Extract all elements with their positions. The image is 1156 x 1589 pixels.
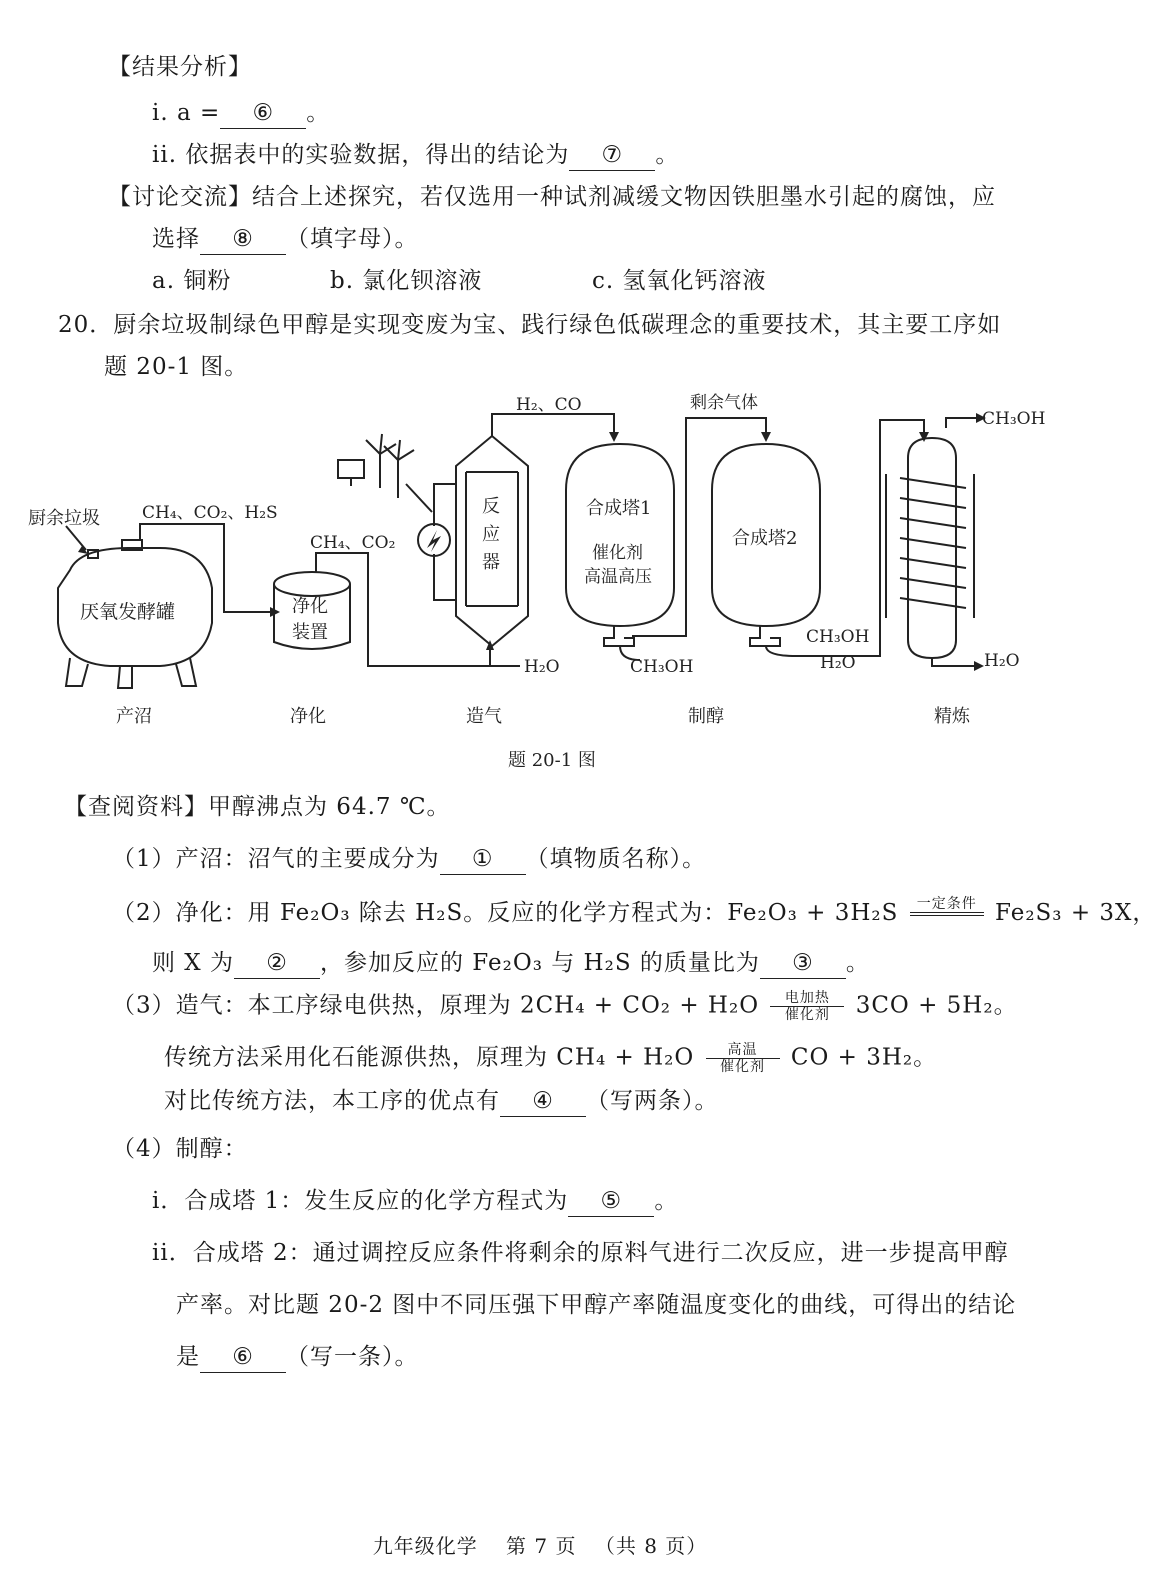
reaction-condition-3b — [706, 1042, 780, 1075]
discussion-prefix: 选择 — [152, 226, 200, 252]
question-20-line-1: 20．厨余垃圾制绿色甲醇是实现变废为宝、践行绿色低碳理念的重要技术，其主要工序如 — [58, 312, 1002, 338]
part-4-i-line — [152, 1186, 678, 1217]
part-2-line2-prefix: 则 X 为 — [152, 950, 234, 976]
question-20-line-2: 题 20-1 图。 — [104, 354, 249, 380]
label-tower1-conditions: 高温高压 — [584, 567, 652, 587]
label-h2o-in: H₂O — [524, 657, 560, 677]
part-3-line-1 — [112, 990, 1018, 1023]
label-tower1-name: 合成塔1 — [586, 498, 652, 519]
discussion-line-1: 【讨论交流】结合上述探究，若仅选用一种试剂减缓文物因铁胆墨水引起的腐蚀，应 — [108, 184, 996, 210]
part-4-ii-line-1: ii．合成塔 2：通过调控反应条件将剩余的原料气进行二次反应，进一步提高甲醇 — [152, 1240, 1009, 1266]
result-i-prefix: i. a = — [152, 100, 221, 126]
reaction-condition — [910, 896, 984, 932]
purifier-device — [274, 572, 350, 596]
stage-label-3: 造气 — [466, 706, 502, 727]
condition-top: 电加热 — [784, 990, 830, 1006]
reference-line: 【查阅资料】甲醇沸点为 64.7 ℃。 — [64, 794, 451, 820]
discussion-line-2 — [152, 224, 419, 255]
label-gas-mix-2: CH₄、CO₂ — [310, 533, 396, 553]
result-ii-line — [152, 140, 679, 171]
part-4-i-prefix: i．合成塔 1：发生反应的化学方程式为 — [152, 1188, 569, 1214]
part-1-line — [112, 844, 706, 875]
condition-bottom: 催化剂 — [784, 1007, 830, 1023]
part-2-products: Fe₂S₃ + 3X， — [995, 900, 1156, 926]
option-b: b. 氯化钡溶液 — [330, 268, 483, 294]
process-flow-diagram — [0, 388, 1080, 778]
part-1-prefix: （1）产沼：沼气的主要成分为 — [112, 846, 440, 872]
label-tower2-output-1: CH₃OH — [806, 627, 870, 647]
part-3-line-3 — [164, 1086, 719, 1117]
discussion-suffix: （填字母）。 — [286, 226, 419, 252]
punct: 。 — [655, 142, 680, 168]
part-2-line-1 — [112, 896, 1156, 932]
stage-label-2: 净化 — [290, 706, 326, 727]
label-purifier-2: 装置 — [292, 622, 328, 643]
label-reactor-1: 反 — [482, 496, 500, 517]
answer-blank-2[interactable]: ② — [234, 948, 320, 979]
condition-text: 一定条件 — [916, 896, 977, 912]
part-3-line-2 — [164, 1042, 937, 1075]
label-tower2-output-2: H₂O — [820, 653, 856, 673]
result-ii-prefix: ii. 依据表中的实验数据，得出的结论为 — [152, 142, 570, 168]
answer-blank-1[interactable]: ① — [440, 844, 526, 875]
part-3-line3-suffix: （写两条）。 — [586, 1088, 719, 1114]
part-2-line2-mid: ，参加反应的 Fe₂O₃ 与 H₂S 的质量比为 — [320, 950, 760, 976]
part-1-suffix: （填物质名称）。 — [525, 846, 707, 872]
answer-blank-4[interactable]: ④ — [500, 1086, 586, 1117]
part-4-i-suffix: 。 — [654, 1188, 679, 1214]
condition-top: 高温 — [727, 1042, 758, 1058]
part-4-ii-line-3 — [176, 1342, 419, 1373]
label-tower1-catalyst: 催化剂 — [592, 543, 643, 563]
label-refine-output-1: CH₃OH — [982, 409, 1046, 429]
part-3-prefix: （3）造气：本工序绿电供热，原理为 2CH₄ + CO₂ + H₂O — [112, 992, 760, 1019]
label-gas-mix-1: CH₄、CO₂、H₂S — [142, 503, 278, 523]
option-a: a. 铜粉 — [152, 268, 232, 294]
part-3-line2-prefix: 传统方法采用化石能源供热，原理为 CH₄ + H₂O — [164, 1044, 695, 1071]
stage-label-4: 制醇 — [688, 706, 724, 727]
option-c: c. 氢氧化钙溶液 — [592, 268, 767, 294]
label-refine-output-2: H₂O — [984, 651, 1020, 671]
page-footer: 九年级化学 第 7 页 （共 8 页） — [372, 1534, 708, 1558]
label-tower2-name: 合成塔2 — [732, 528, 798, 549]
punct: 。 — [306, 100, 331, 126]
part-4-ii-prefix: 是 — [176, 1344, 200, 1370]
answer-blank-6[interactable]: ⑥ — [220, 98, 306, 129]
synthesis-tower-1 — [566, 444, 674, 626]
part-3-line3-prefix: 对比传统方法，本工序的优点有 — [164, 1088, 500, 1114]
figure-caption: 题 20-1 图 — [508, 750, 596, 771]
label-food-waste: 厨余垃圾 — [28, 508, 100, 529]
part-4-ii-line-2: 产率。对比题 20-2 图中不同压强下甲醇产率随温度变化的曲线，可得出的结论 — [176, 1292, 1017, 1318]
part-2-line2-suffix: 。 — [845, 950, 870, 976]
part-2-line-2 — [152, 948, 870, 979]
answer-blank-8[interactable]: ⑧ — [200, 224, 286, 255]
stage-label-5: 精炼 — [934, 706, 970, 727]
stage-label-1: 产沼 — [116, 706, 152, 727]
label-purifier-1: 净化 — [292, 596, 328, 617]
answer-blank-7[interactable]: ⑦ — [569, 140, 655, 171]
answer-blank-3[interactable]: ③ — [760, 948, 846, 979]
part-3-products: 3CO + 5H₂。 — [855, 992, 1018, 1019]
label-tower1-output: CH₃OH — [630, 657, 694, 677]
part-4-ii-suffix: （写一条）。 — [286, 1344, 419, 1370]
reaction-condition-3a — [770, 990, 844, 1023]
part-3-line2-products: CO + 3H₂。 — [790, 1044, 938, 1071]
part-2-prefix: （2）净化：用 Fe₂O₃ 除去 H₂S。反应的化学方程式为：Fe₂O₃ + 3H₂S — [112, 900, 899, 926]
label-anaerobic-tank: 厌氧发酵罐 — [80, 601, 176, 623]
result-i-line — [152, 98, 330, 129]
answer-blank-5[interactable]: ⑤ — [568, 1186, 654, 1217]
answer-blank-6b[interactable]: ⑥ — [200, 1342, 286, 1373]
refining-column — [908, 438, 956, 658]
label-h2-co: H₂、CO — [516, 395, 582, 415]
label-reactor-2: 应 — [482, 524, 500, 545]
result-analysis-heading: 【结果分析】 — [108, 54, 252, 80]
condition-bottom: 催化剂 — [720, 1059, 766, 1075]
label-remaining-gas: 剩余气体 — [690, 393, 758, 413]
label-reactor-3: 器 — [482, 552, 500, 573]
part-4-heading: （4）制醇： — [112, 1136, 248, 1162]
